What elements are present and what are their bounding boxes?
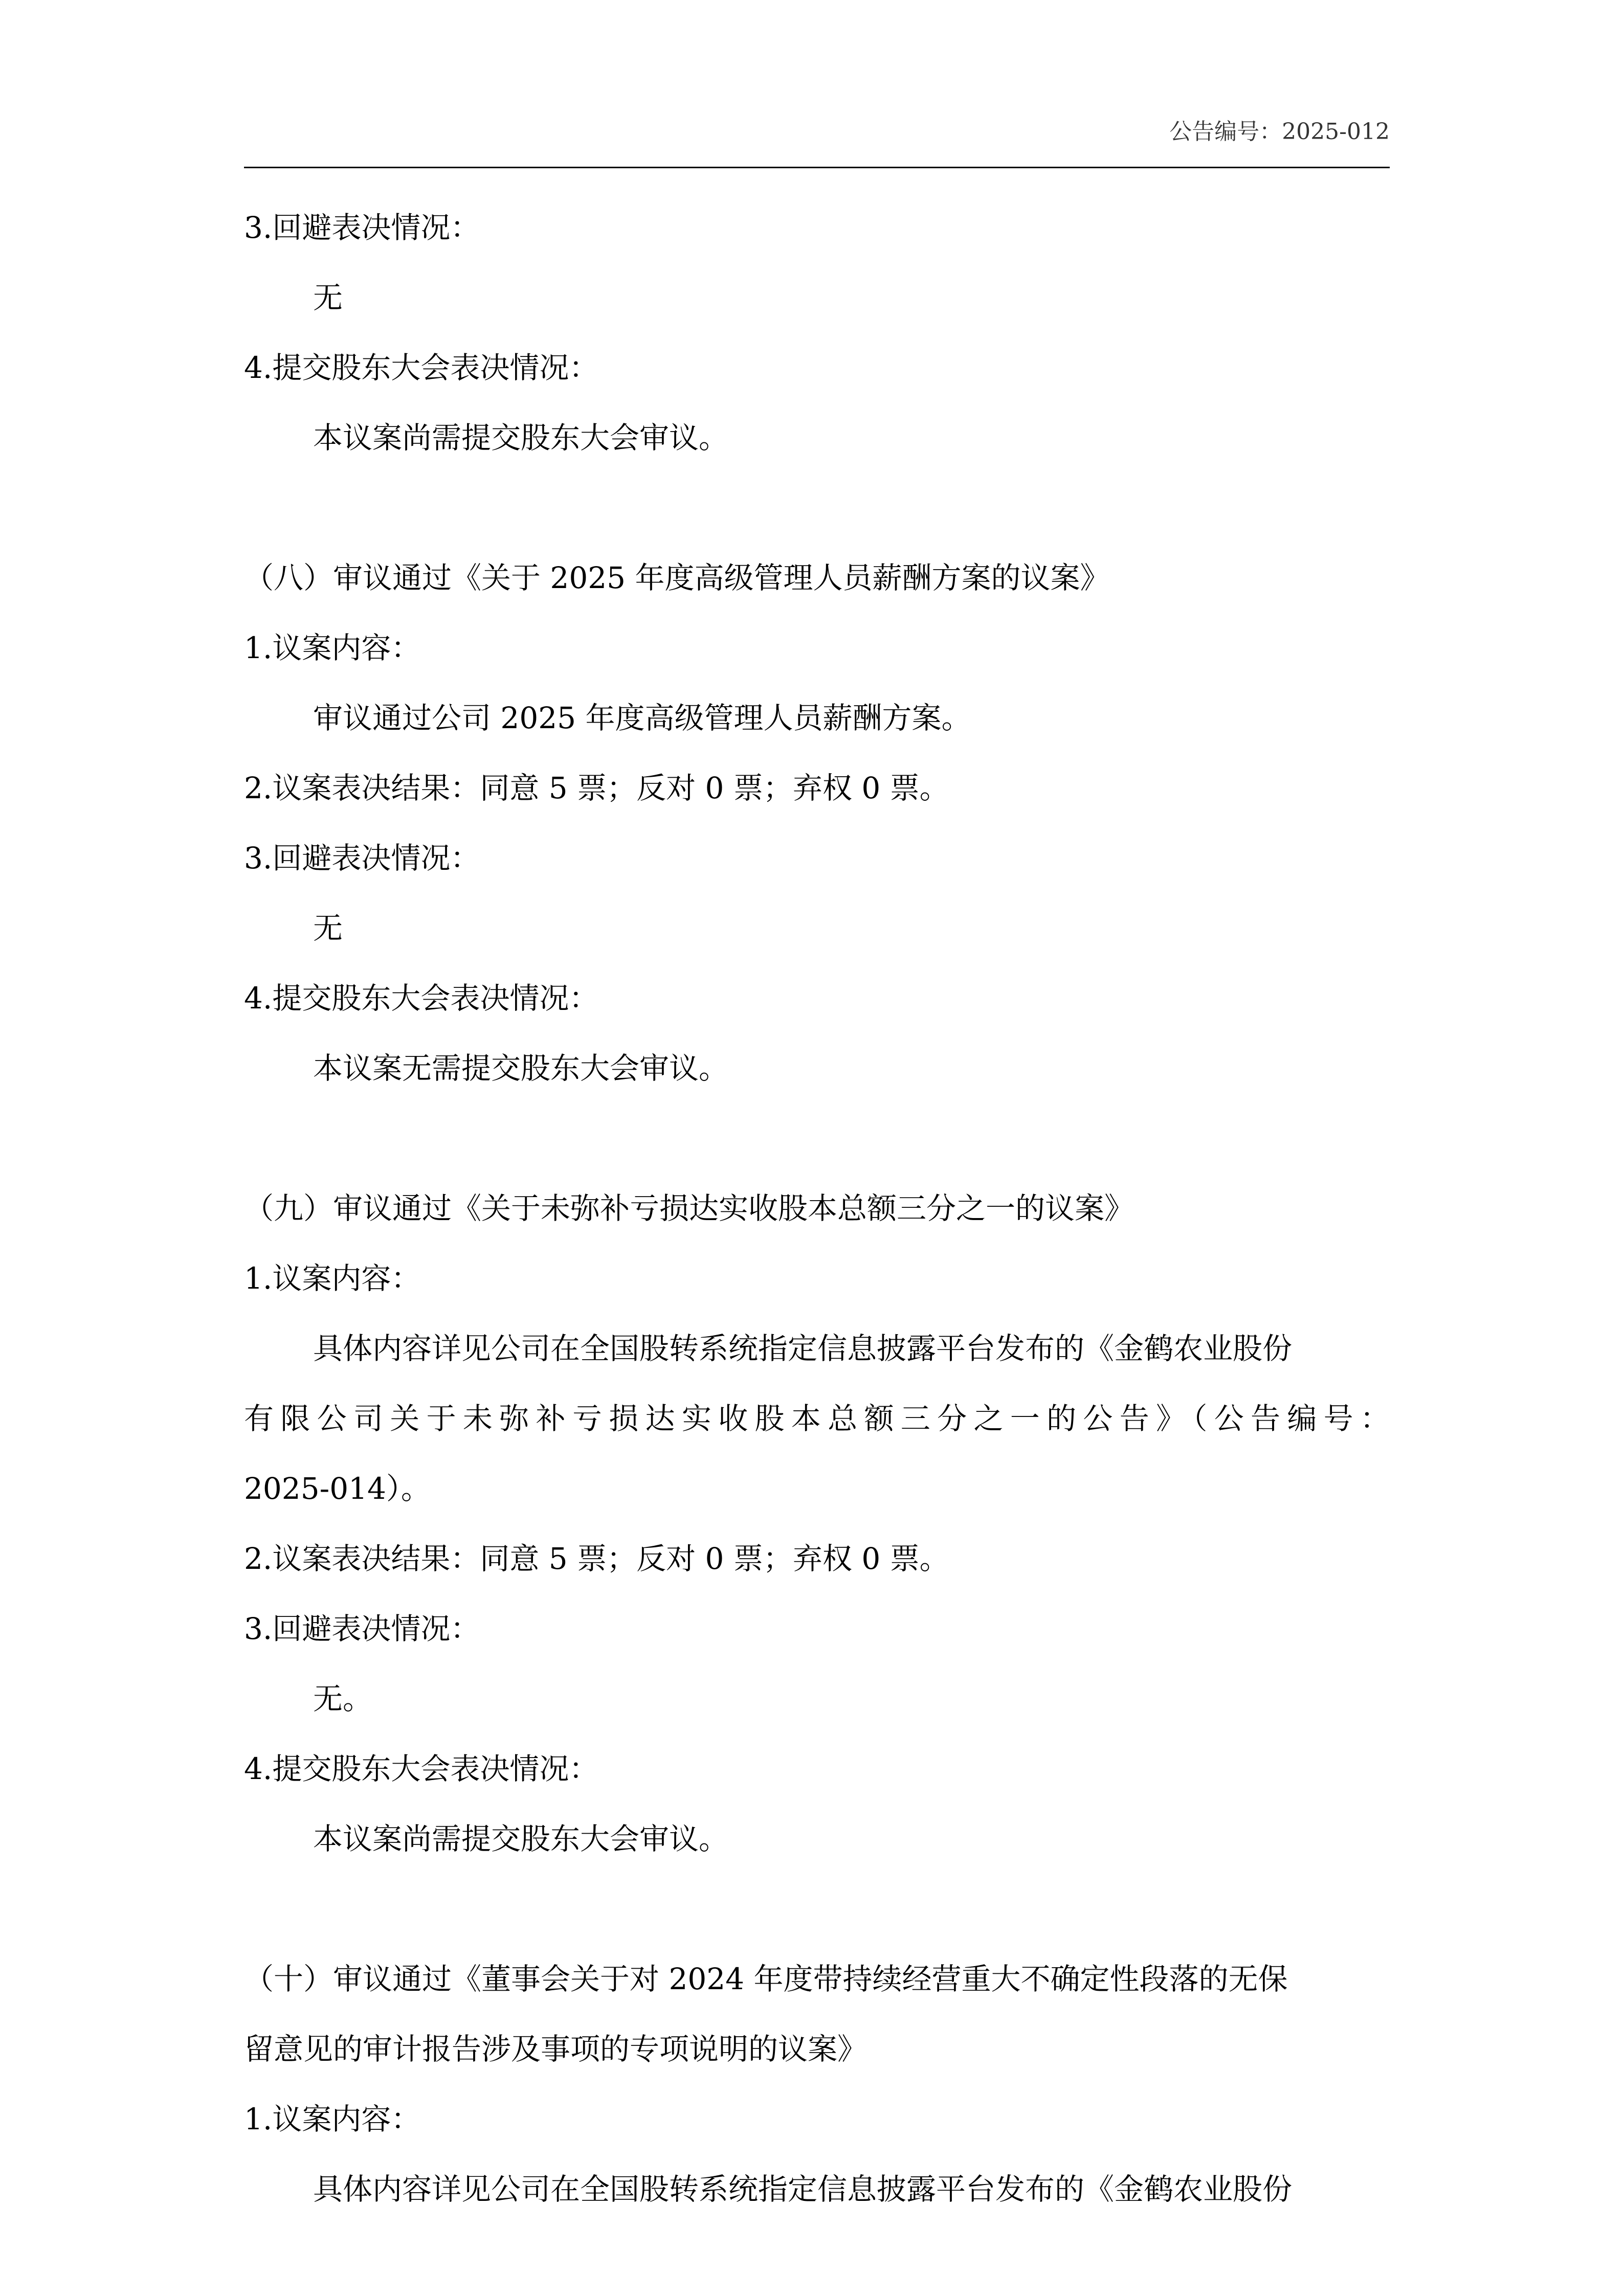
item-10-title-line-2: 留意见的审计报告涉及事项的专项说明的议案》 <box>244 2032 867 2066</box>
item-9-recusal-value: 无。 <box>313 1681 373 1716</box>
item-8-recusal-heading: 3.回避表决情况： <box>244 841 480 875</box>
item-8-submission-heading: 4.提交股东大会表决情况： <box>244 981 599 1016</box>
item-9-content-heading: 1.议案内容： <box>244 1261 421 1296</box>
item-9-submission-value: 本议案尚需提交股东大会审议。 <box>313 1821 729 1856</box>
item-8-vote-result: 2.议案表决结果：同意 5 票；反对 0 票；弃权 0 票。 <box>244 771 949 805</box>
item-9-content-text-line-1: 具体内容详见公司在全国股转系统指定信息披露平台发布的《金鹤农业股份 <box>313 1331 1293 1366</box>
item-9-title: （九）审议通过《关于未弥补亏损达实收股本总额三分之一的议案》 <box>244 1191 1134 1226</box>
item-9-content-text-line-2: 有限公司关于未弥补亏损达实收股本总额三分之一的公告》（公告编号： <box>244 1401 1390 1436</box>
item-8-title: （八）审议通过《关于 2025 年度高级管理人员薪酬方案的议案》 <box>244 560 1110 595</box>
item-10-content-text-line-1: 具体内容详见公司在全国股转系统指定信息披露平台发布的《金鹤农业股份 <box>313 2172 1293 2207</box>
recusal-value: 无 <box>313 280 343 315</box>
section-spacer <box>244 1120 1390 1156</box>
document-body <box>244 210 1390 2241</box>
section-spacer <box>244 490 1390 526</box>
item-9-content-text-line-3: 2025-014）。 <box>244 1471 431 1506</box>
item-8-submission-value: 本议案无需提交股东大会审议。 <box>313 1051 729 1086</box>
item-9-recusal-heading: 3.回避表决情况： <box>244 1611 480 1646</box>
submission-heading: 4.提交股东大会表决情况： <box>244 350 599 385</box>
item-8-recusal-value: 无 <box>313 911 343 946</box>
header-divider <box>244 167 1390 168</box>
section-spacer <box>244 1891 1390 1927</box>
submission-value: 本议案尚需提交股东大会审议。 <box>313 420 729 455</box>
announcement-number: 公告编号：2025-012 <box>1169 119 1390 145</box>
item-9-vote-result: 2.议案表决结果：同意 5 票；反对 0 票；弃权 0 票。 <box>244 1541 949 1576</box>
item-8-content-text: 审议通过公司 2025 年度高级管理人员薪酬方案。 <box>313 701 971 735</box>
item-10-title-line-1: （十）审议通过《董事会关于对 2024 年度带持续经营重大不确定性段落的无保 <box>244 1962 1288 1996</box>
item-8-content-heading: 1.议案内容： <box>244 631 421 665</box>
recusal-heading: 3.回避表决情况： <box>244 210 480 245</box>
item-9-submission-heading: 4.提交股东大会表决情况： <box>244 1751 599 1786</box>
item-10-content-heading: 1.议案内容： <box>244 2102 421 2136</box>
